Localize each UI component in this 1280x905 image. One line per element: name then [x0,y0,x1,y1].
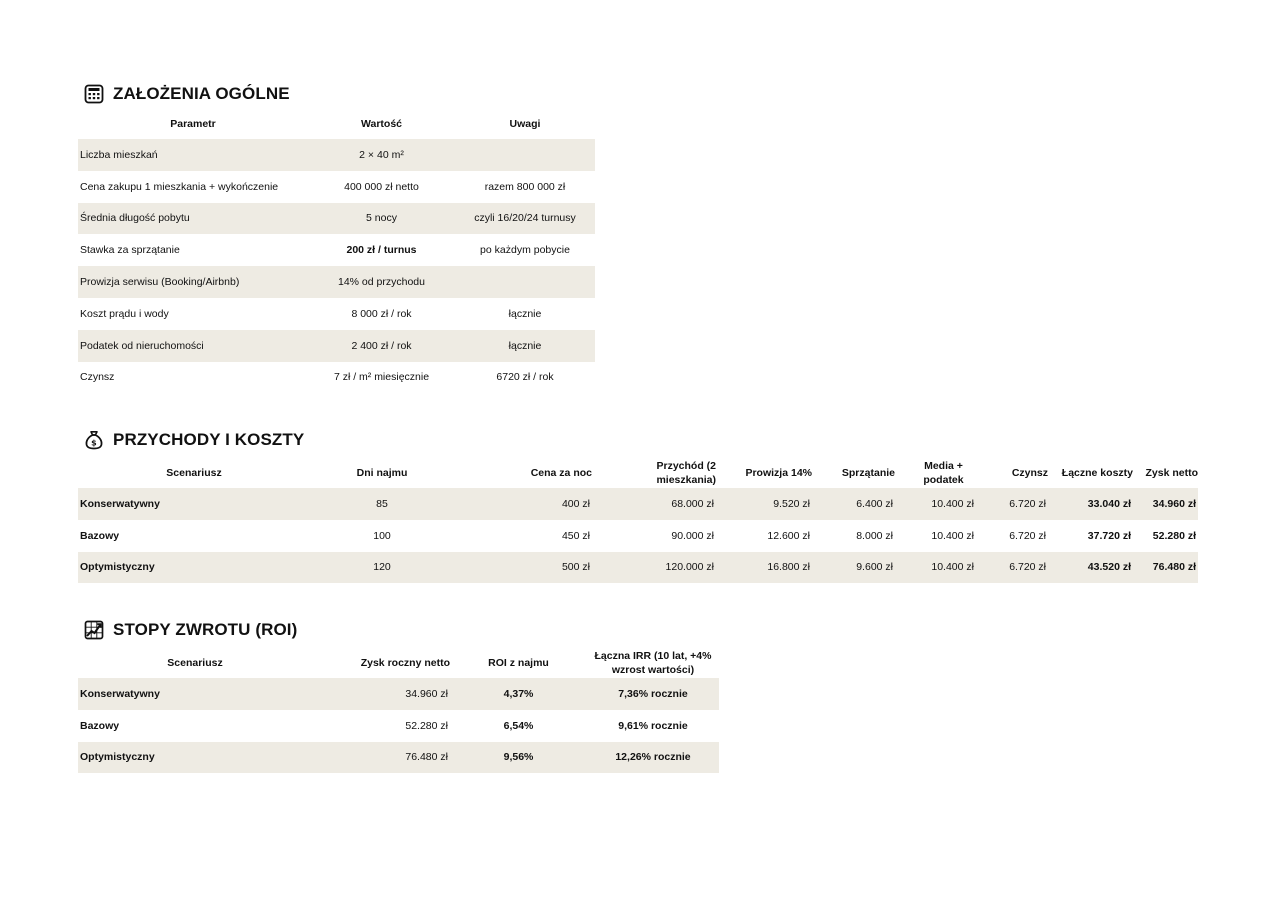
cell-media: 10.400 zł [931,529,974,542]
col-header-roi: ROI z najmu [488,656,549,669]
money-bag-icon [84,430,104,450]
cell-days: 120 [310,552,454,584]
svg-text:$: $ [91,438,97,448]
cell-param: Stawka za sprzątanie [80,244,180,257]
roi-table [78,647,719,773]
table-row [78,234,595,266]
cell-price: 500 zł [454,552,592,584]
cell-cleaning: 6.400 zł [812,488,895,520]
cell-irr: 9,61% rocznie [618,719,688,732]
cell-value: 5 nocy [308,203,455,235]
section-title-text: ZAŁOŻENIA OGÓLNE [113,84,290,103]
chart-growth-icon [84,620,104,640]
cell-param: Cena zakupu 1 mieszkania + wykończenie [80,180,279,193]
cell-note: razem 800 000 zł [484,180,566,193]
table-row [78,710,719,742]
cell-scenario: Konserwatywny [78,488,310,520]
cell-roi: 6,54% [503,719,534,732]
cell-value: 14% od przychodu [308,266,455,298]
col-header-scenario: Scenariusz [167,656,223,669]
table-row [78,488,1198,520]
col-header-value: Wartość [360,117,403,130]
col-header-price: Cena za noc [530,466,592,479]
cell-param: Prowizja serwisu (Booking/Airbnb) [78,266,308,298]
cell-value: 8 000 zł / rok [351,307,412,320]
cell-roi: 9,56% [450,742,587,774]
cell-value: 400 000 zł netto [344,180,419,193]
cell-days: 85 [310,488,454,520]
col-header-parameter: Parametr [170,117,216,130]
col-header-notes: Uwagi [509,117,541,130]
col-header-annual-profit: Zysk roczny netto [360,656,450,669]
cell-price: 400 zł [454,488,592,520]
section-title-general [84,84,290,104]
cell-note: 6720 zł / rok [496,371,554,384]
cell-param: Podatek od nieruchomości [78,330,308,362]
col-header-total-costs: Łączne koszty [1061,466,1133,479]
table-row [78,298,595,330]
section-title-revenue [84,430,304,450]
cell-note: łącznie [508,307,542,320]
col-header-days: Dni najmu [356,466,408,479]
cell-value: 7 zł / m² miesięcznie [333,371,430,384]
cell-param: Koszt prądu i wody [80,307,169,320]
section-title-text: STOPY ZWROTU (ROI) [113,620,298,639]
revenue-costs-table [78,457,1198,583]
cell-value: 200 zł / turnus [346,244,417,257]
cell-irr: 7,36% rocznie [587,678,719,710]
cell-cleaning: 8.000 zł [856,529,893,542]
cell-note [455,266,595,298]
cell-note: po każdym pobycie [480,244,570,257]
cell-scenario: Optymistyczny [78,552,310,584]
cell-revenue: 120.000 zł [592,552,716,584]
cell-param: Liczba mieszkań [78,139,308,171]
cell-note: czyli 16/20/24 turnusy [455,203,595,235]
cell-total-costs: 37.720 zł [1087,529,1131,542]
cell-scenario: Optymistyczny [78,742,312,774]
cell-total-costs: 33.040 zł [1048,488,1133,520]
cell-commission: 16.800 zł [716,552,812,584]
col-header-scenario: Scenariusz [166,466,222,479]
col-header-commission: Prowizja 14% [745,466,812,479]
cell-profit: 76.480 zł [312,742,450,774]
cell-param: Średnia długość pobytu [78,203,308,235]
cell-note: łącznie [455,330,595,362]
table-row [78,742,719,774]
cell-cleaning: 9.600 zł [812,552,895,584]
cell-days: 100 [373,529,391,542]
cell-value: 2 400 zł / rok [308,330,455,362]
cell-scenario: Bazowy [80,719,120,732]
col-header-irr: Łączna IRR (10 lat, +4% wzrost wartości) [594,649,712,676]
section-title-roi [84,620,297,640]
cell-media: 10.400 zł [895,488,976,520]
cell-param: Czynsz [80,371,115,384]
cell-note [455,139,595,171]
cell-rent: 6.720 zł [976,488,1048,520]
cell-total-costs: 43.520 zł [1048,552,1133,584]
cell-value: 2 × 40 m² [308,139,455,171]
table-row [78,266,595,298]
cell-irr: 12,26% rocznie [587,742,719,774]
cell-revenue: 68.000 zł [592,488,716,520]
col-header-revenue: Przychód (2 mieszkania) [656,459,716,486]
table-header-row [78,647,719,678]
calculator-icon [84,84,104,104]
cell-commission: 9.520 zł [716,488,812,520]
col-header-rent: Czynsz [1011,466,1048,479]
cell-rent: 6.720 zł [1009,529,1046,542]
cell-commission: 12.600 zł [767,529,810,542]
general-assumptions-table [78,108,595,393]
cell-scenario: Bazowy [80,529,120,542]
cell-price: 450 zł [561,529,590,542]
table-row [78,139,595,171]
cell-net-profit: 76.480 zł [1133,552,1198,584]
cell-net-profit: 34.960 zł [1133,488,1198,520]
col-header-media: Media + podatek [923,459,964,486]
section-title-text: PRZYCHODY I KOSZTY [113,430,305,449]
table-row [78,520,1198,552]
col-header-net-profit: Zysk netto [1145,466,1198,479]
table-row [78,203,595,235]
table-header-row [78,457,1198,488]
table-row [78,362,595,394]
cell-roi: 4,37% [450,678,587,710]
table-row [78,552,1198,584]
cell-revenue: 90.000 zł [671,529,714,542]
table-row [78,678,719,710]
cell-scenario: Konserwatywny [78,678,312,710]
cell-net-profit: 52.280 zł [1152,529,1196,542]
table-row [78,171,595,203]
cell-profit: 34.960 zł [312,678,450,710]
cell-rent: 6.720 zł [976,552,1048,584]
cell-media: 10.400 zł [895,552,976,584]
table-row [78,330,595,362]
cell-profit: 52.280 zł [405,719,448,732]
col-header-cleaning: Sprzątanie [841,466,895,479]
table-header-row [78,108,595,139]
